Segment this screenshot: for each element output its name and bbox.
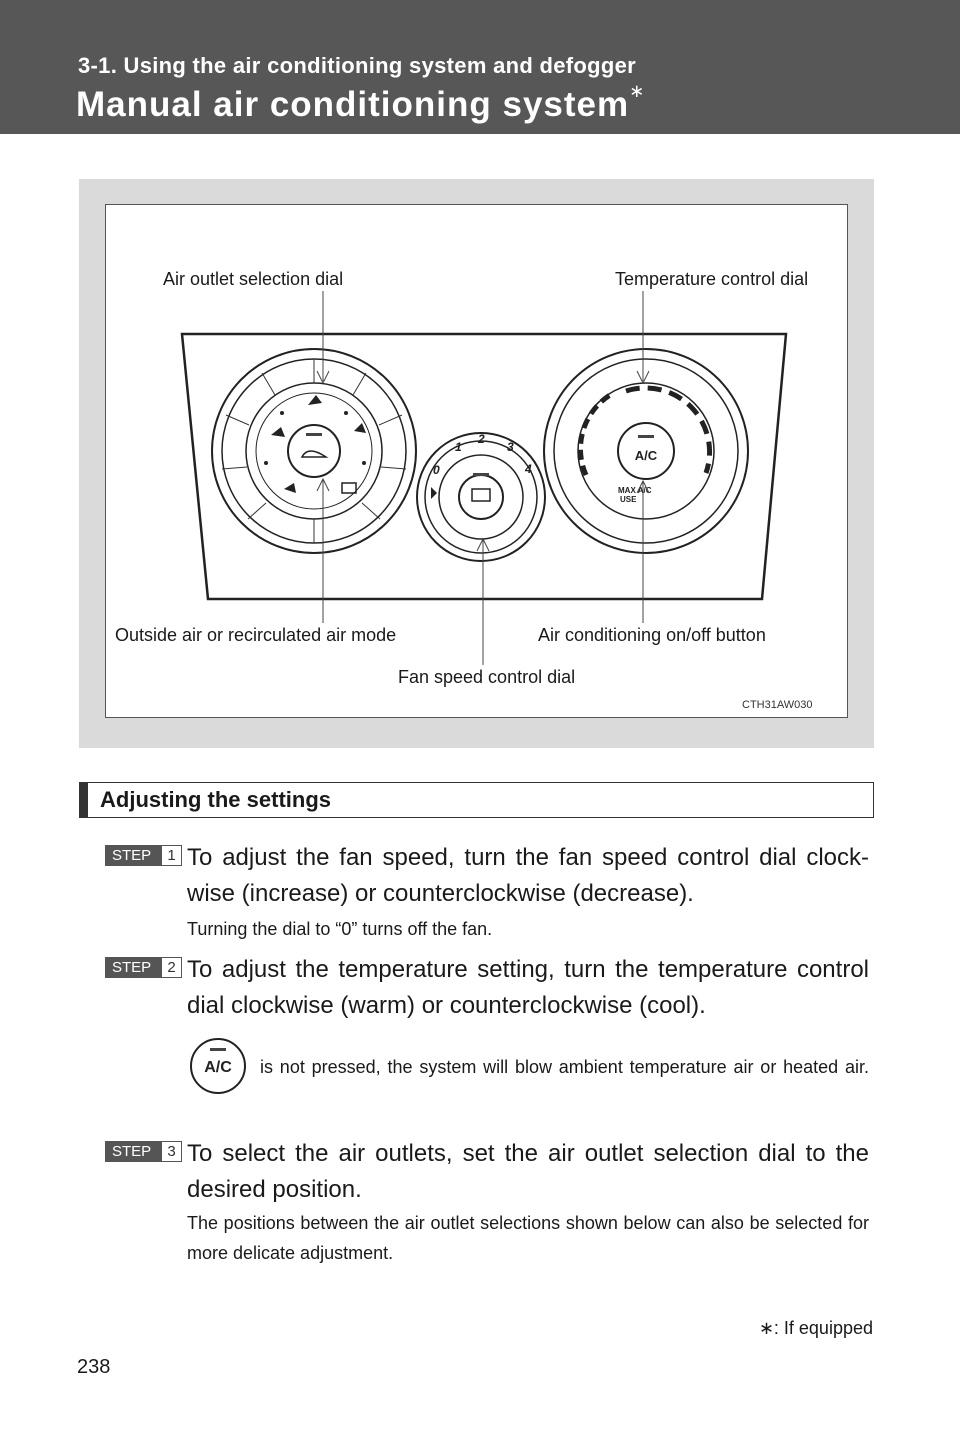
- page-header: [0, 0, 960, 134]
- label-ac-button: Air conditioning on/off button: [538, 625, 766, 645]
- step-number: 1: [161, 845, 182, 866]
- label-outside-air-mode: Outside air or recirculated air mode: [115, 625, 397, 645]
- fan-speed-0: 0: [433, 463, 440, 477]
- step-1-badge: [105, 845, 182, 866]
- max-ac-label-line1: MAX A/C: [618, 486, 652, 495]
- fan-speed-1: 1: [455, 440, 462, 454]
- step-number: 2: [161, 957, 182, 978]
- label-fan-speed-dial: Fan speed control dial: [398, 667, 576, 687]
- fan-speed-3: 3: [507, 440, 514, 454]
- step-word: STEP: [112, 959, 152, 976]
- step-2-note-line1: [260, 1052, 869, 1082]
- rear-defogger-button: [459, 475, 503, 519]
- ac-button-icon: [188, 1036, 248, 1096]
- step-word: STEP: [112, 847, 152, 864]
- if-equipped-mark: ∗: [629, 81, 646, 102]
- step-2-note: is not pressed, the system will blow ambient temperature air or heated air.: [260, 1057, 869, 1077]
- footnote: ∗: If equipped: [758, 1318, 873, 1338]
- step-2-text: To adjust the temperature setting, turn the temperature control dial clockwise (warm) or counterclockwise (cool).: [187, 956, 869, 1019]
- heading-accent: [80, 783, 88, 817]
- settings-heading: Adjusting the settings: [100, 787, 331, 812]
- page-number: 238: [77, 1356, 111, 1378]
- label-air-outlet-selection-dial: Air outlet selection dial: [163, 269, 344, 289]
- page-title-text: Manual air conditioning system: [76, 85, 630, 124]
- section-title: 3-1. Using the air conditioning system and defogger: [78, 53, 637, 78]
- step-3-badge: [105, 1141, 182, 1162]
- ac-badge-label: A/C: [204, 1059, 232, 1076]
- ac-button-label: A/C: [634, 448, 658, 463]
- fan-speed-4: 4: [525, 462, 532, 476]
- step-3-text: To select the air outlets, set the air outlet selection dial to the desired position.: [187, 1140, 869, 1203]
- step-3-note: The positions between the air outlet selections shown below can also be selected for more delicate adjustment.: [187, 1213, 869, 1263]
- fan-speed-2: 2: [478, 432, 485, 446]
- settings-heading-bar: [79, 782, 874, 818]
- step-1-note: Turning the dial to “0” turns off the fan.: [187, 919, 493, 939]
- step-2-badge: [105, 957, 182, 978]
- control-panel-figure: [105, 204, 848, 718]
- label-temperature-control-dial: Temperature control dial: [615, 269, 809, 289]
- figure-code: CTH31AW030: [742, 699, 813, 711]
- step-1-text: To adjust the fan speed, turn the fan speed control dial clock-wise (increase) or counterclockwise (decrease).: [187, 844, 869, 907]
- max-ac-label-line2: USE: [620, 495, 637, 504]
- step-word: STEP: [112, 1143, 152, 1160]
- step-number: 3: [161, 1141, 182, 1162]
- page-title: [76, 81, 646, 125]
